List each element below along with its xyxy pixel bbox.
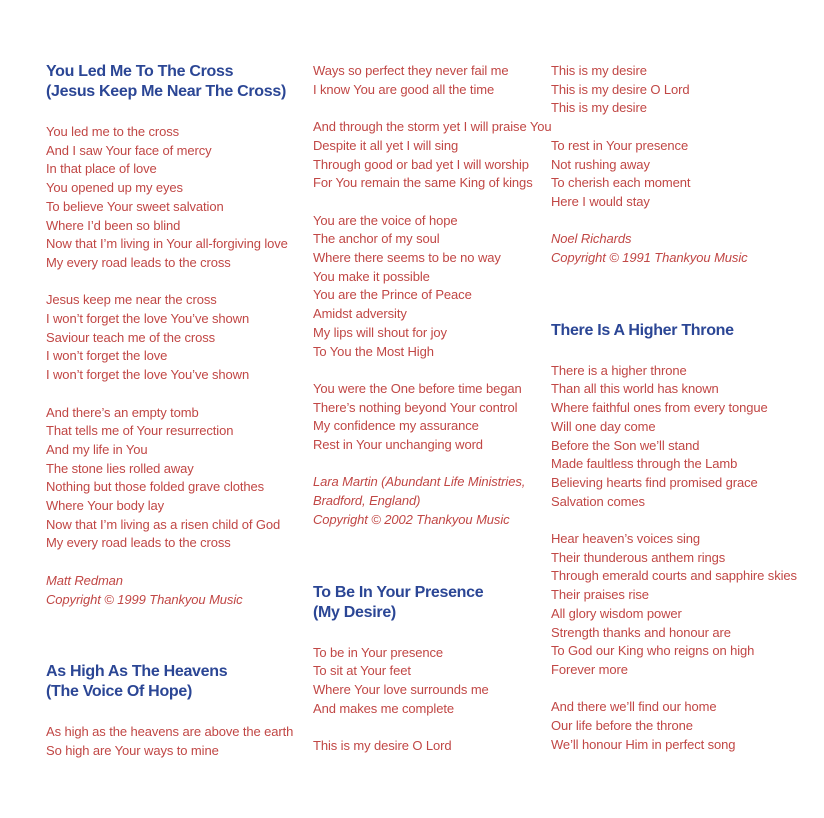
credit-line: Copyright © 1991 Thankyou Music <box>551 250 748 265</box>
lyric-line: To cherish each moment <box>551 175 691 191</box>
lyric-line: Where Your body lay <box>46 498 165 514</box>
credit-line: Bradford, England) <box>313 493 421 509</box>
lyric-stanza <box>551 137 824 212</box>
lyric-stanza <box>551 62 824 118</box>
lyric-stanza <box>46 123 313 273</box>
lyric-line: I won’t forget the love You’ve shown <box>46 311 250 327</box>
lyric-line: My confidence my assurance <box>313 418 479 434</box>
lyric-line: Amidst adversity <box>313 306 407 322</box>
lyric-line: To You the Most High <box>313 343 434 359</box>
lyric-line: I know You are good all the time <box>313 81 495 97</box>
lyric-line: In that place of love <box>46 161 157 177</box>
lyric-line: My every road leads to the cross <box>46 535 231 551</box>
credit-line: Noel Richards <box>551 231 632 247</box>
lyric-line: Rest in Your unchanging word <box>313 437 483 453</box>
lyric-line: To be in Your presence <box>313 644 444 660</box>
lyric-line: Where faithful ones from every tongue <box>551 400 768 416</box>
lyric-line: And there we’ll find our home <box>551 699 717 715</box>
lyric-line: And through the storm yet I will praise You <box>313 119 552 135</box>
lyric-line: Will one day come <box>551 418 656 434</box>
column-3 <box>551 62 824 761</box>
lyric-line: And there’s an empty tomb <box>46 404 199 420</box>
lyric-line: Than all this world has known <box>551 381 719 397</box>
lyric-line: The anchor of my soul <box>313 231 440 247</box>
lyric-line: Here I would stay <box>551 193 650 209</box>
lyric-line: And I saw Your face of mercy <box>46 142 212 158</box>
lyric-stanza <box>313 380 551 455</box>
lyric-line: Before the Son we’ll stand <box>551 437 700 453</box>
song-credit <box>551 230 824 267</box>
lyric-line: There is a higher throne <box>551 362 687 378</box>
lyric-line: You were the One before time began <box>313 380 522 396</box>
column-2 <box>313 62 551 761</box>
lyric-line: Now that I’m living in Your all-forgiving love <box>46 236 288 252</box>
lyric-stanza <box>551 362 824 512</box>
song-title <box>46 62 313 102</box>
lyric-line: Jesus keep me near the cross <box>46 292 217 308</box>
lyric-line: Saviour teach me of the cross <box>46 329 216 345</box>
lyric-line: My every road leads to the cross <box>46 254 231 270</box>
lyric-line: This is my desire <box>551 100 647 116</box>
song-credit <box>313 473 551 529</box>
lyric-line: To God our King who reigns on high <box>551 643 755 659</box>
lyric-line: Made faultless through the Lamb <box>551 456 738 472</box>
lyric-line: I won’t forget the love <box>46 348 168 364</box>
lyric-line: Our life before the throne <box>551 718 693 734</box>
lyric-line: Through emerald courts and sapphire skies <box>551 568 797 584</box>
song-title-line: (My Desire) <box>313 603 396 621</box>
song-title-line: You Led Me To The Cross <box>46 63 234 80</box>
lyric-line: You are the voice of hope <box>313 212 458 228</box>
lyric-line: This is my desire O Lord <box>551 81 690 97</box>
lyric-stanza <box>551 698 824 754</box>
song-title-line: (Jesus Keep Me Near The Cross) <box>46 83 286 100</box>
lyric-line: Ways so perfect they never fail me <box>313 63 509 78</box>
lyric-stanza <box>313 644 551 719</box>
lyric-line: I won’t forget the love You’ve shown <box>46 367 250 383</box>
column-1 <box>46 62 313 761</box>
credit-line: Lara Martin (Abundant Life Ministries, <box>313 474 526 490</box>
lyric-line: Where I’d been so blind <box>46 217 181 233</box>
lyric-line: The stone lies rolled away <box>46 460 194 476</box>
song-title-line: There Is A Higher Throne <box>551 321 734 339</box>
song-title-line: As High As The Heavens <box>46 663 228 681</box>
lyric-line: All glory wisdom power <box>551 605 682 621</box>
lyric-line: Through good or bad yet I will worship <box>313 156 529 172</box>
credit-line: Copyright © 1999 Thankyou Music <box>46 591 243 607</box>
lyric-line: You led me to the cross <box>46 124 180 139</box>
lyric-line: You are the Prince of Peace <box>313 287 472 303</box>
lyric-stanza <box>313 118 551 193</box>
lyric-stanza <box>313 62 551 99</box>
lyric-line: And makes me complete <box>313 700 454 716</box>
lyric-line: Hear heaven’s voices sing <box>551 531 701 547</box>
song-title <box>313 583 551 623</box>
lyric-line: This is my desire <box>551 63 647 78</box>
lyric-line: And my life in You <box>46 441 148 457</box>
lyric-line: You opened up my eyes <box>46 180 183 196</box>
lyric-stanza <box>46 404 313 554</box>
lyric-line: For You remain the same King of kings <box>313 175 533 191</box>
lyric-line: Strength thanks and honour are <box>551 624 731 640</box>
lyric-line: You make it possible <box>313 268 430 284</box>
lyric-line: We’ll honour Him in perfect song <box>551 736 736 752</box>
lyric-line: So high are Your ways to mine <box>46 742 219 758</box>
lyric-line: Their thunderous anthem rings <box>551 549 726 565</box>
lyric-line: This is my desire O Lord <box>313 738 452 754</box>
lyric-stanza <box>46 291 313 385</box>
lyric-line: To rest in Your presence <box>551 137 689 153</box>
lyric-stanza <box>551 530 824 680</box>
lyric-stanza <box>46 723 313 760</box>
song-title <box>46 662 313 702</box>
song-title <box>551 321 824 341</box>
lyric-line: Not rushing away <box>551 156 650 172</box>
lyric-line: Now that I’m living as a risen child of God <box>46 516 281 532</box>
lyric-line: To sit at Your feet <box>313 663 411 679</box>
credit-line: Matt Redman <box>46 572 123 588</box>
lyric-line: Despite it all yet I will sing <box>313 137 459 153</box>
song-title-line: To Be In Your Presence <box>313 583 484 601</box>
lyric-line: Salvation comes <box>551 493 645 509</box>
lyric-line: Forever more <box>551 661 628 677</box>
lyric-line: There’s nothing beyond Your control <box>313 399 518 415</box>
lyric-line: Nothing but those folded grave clothes <box>46 479 265 495</box>
credit-line: Copyright © 2002 Thankyou Music <box>313 511 510 527</box>
song-credit <box>46 572 313 609</box>
lyric-stanza <box>313 212 551 362</box>
lyric-stanza <box>313 737 551 756</box>
lyric-line: Believing hearts find promised grace <box>551 474 758 490</box>
lyric-line: That tells me of Your resurrection <box>46 423 234 439</box>
lyric-line: My lips will shout for joy <box>313 324 447 340</box>
lyric-line: Their praises rise <box>551 587 649 603</box>
lyric-line: Where there seems to be no way <box>313 250 501 265</box>
song-title-line: (The Voice Of Hope) <box>46 683 193 701</box>
lyric-line: Where Your love surrounds me <box>313 681 489 697</box>
lyric-line: To believe Your sweet salvation <box>46 198 224 214</box>
lyric-line: As high as the heavens are above the earth <box>46 724 294 740</box>
